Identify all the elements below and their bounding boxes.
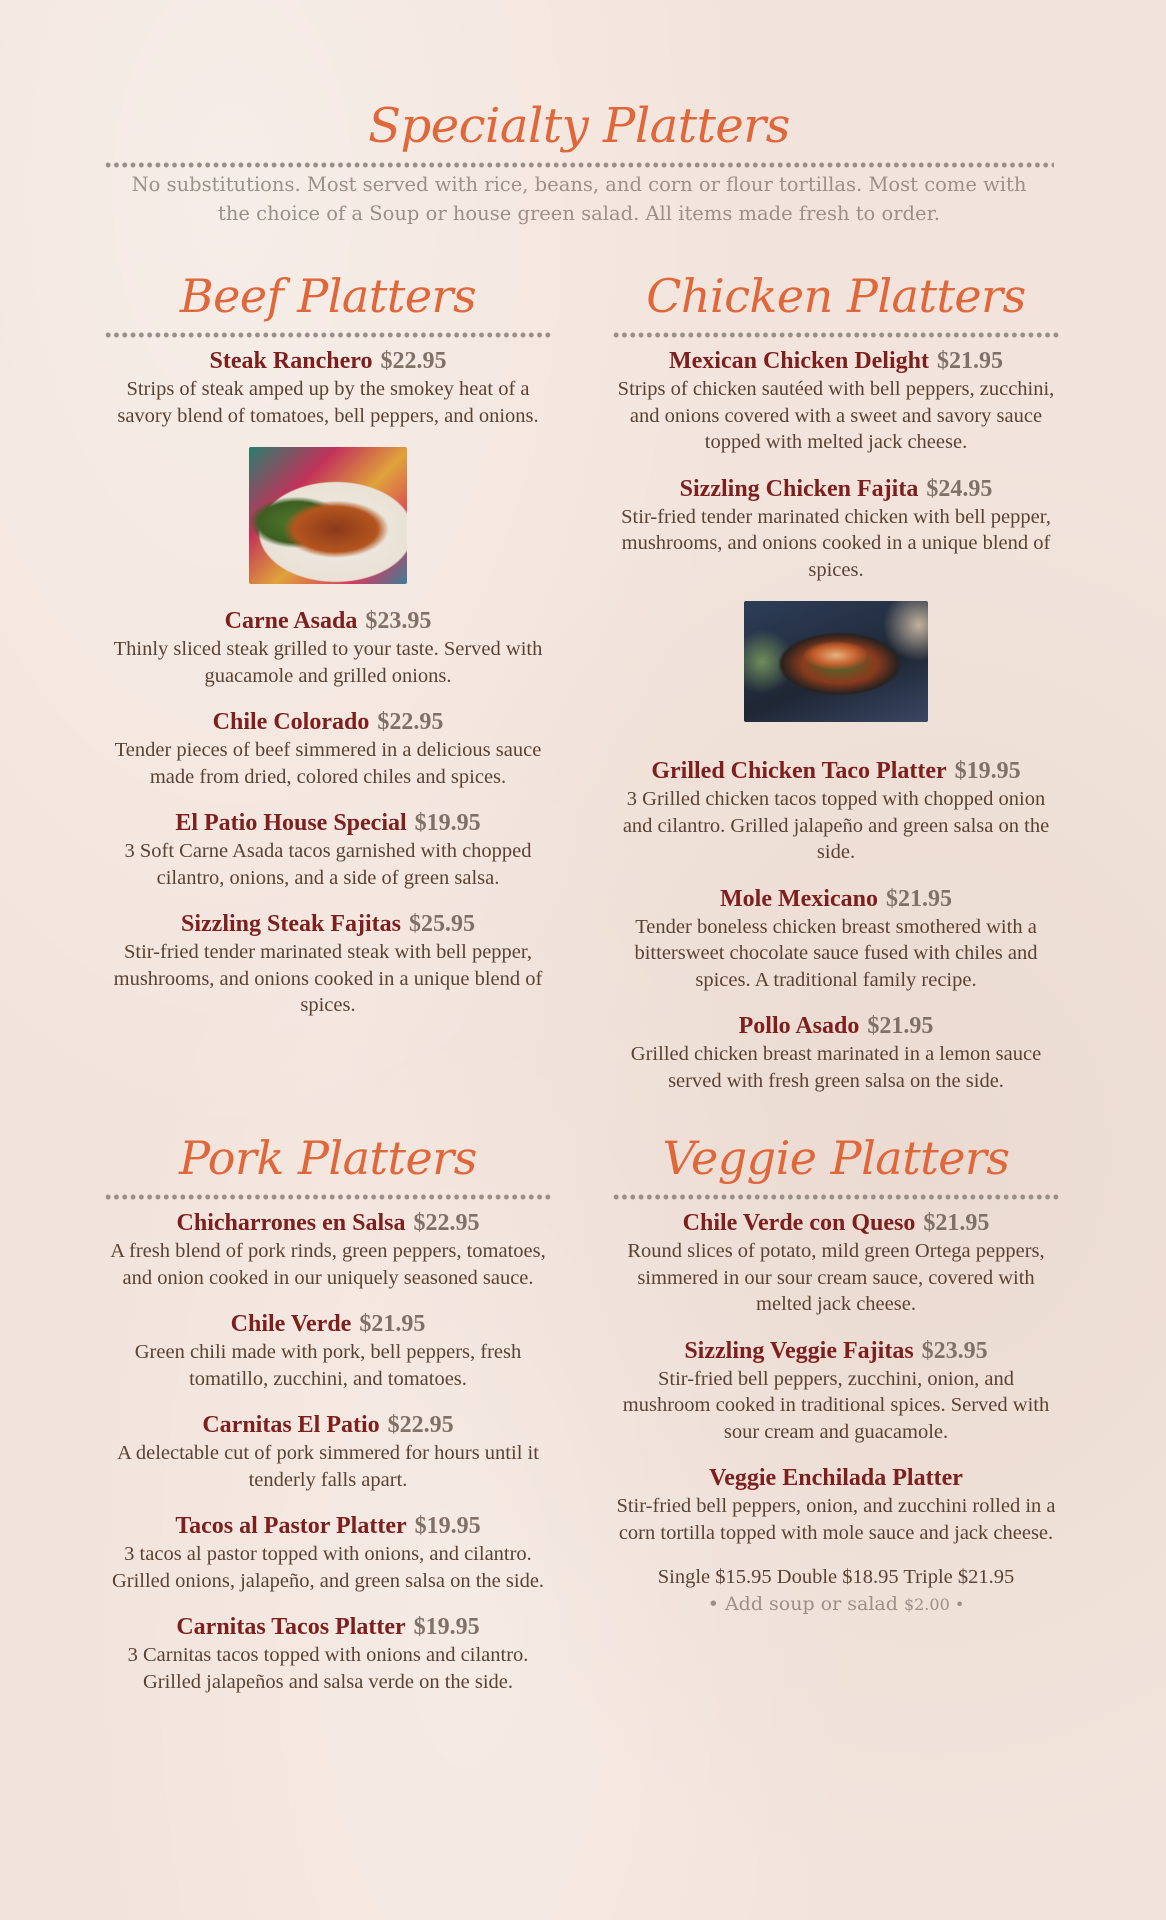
item-price: $23.95 <box>365 608 432 634</box>
item-price: $19.95 <box>414 810 481 836</box>
menu-item <box>612 474 1060 584</box>
item-name: Veggie Enchilada Platter <box>709 1465 963 1491</box>
item-name: Grilled Chicken Taco Platter <box>651 758 947 784</box>
pork-section-title: Pork Platters <box>179 1131 477 1185</box>
addon-text: • Add soup or salad <box>707 1593 898 1615</box>
page-title: Specialty Platters <box>368 98 790 154</box>
menu-item <box>612 1011 1060 1094</box>
item-price: $19.95 <box>414 1513 481 1539</box>
beef-section <box>104 262 552 1037</box>
item-name: Pollo Asado <box>738 1013 860 1039</box>
menu-item <box>104 808 552 891</box>
item-description: 3 tacos al pastor topped with onions, and cilantro. Grilled onions, jalapeño, and green salsa on the side. <box>111 1543 545 1592</box>
beef-divider <box>104 332 552 338</box>
addon-price: $2.00 • <box>903 1595 965 1614</box>
menu-item <box>612 346 1060 456</box>
item-description: Tender boneless chicken breast smothered with a bittersweet chocolate sauce fused with chiles and spices. A traditional family recipe. <box>634 915 1038 991</box>
chicken-section-title: Chicken Platters <box>646 269 1026 323</box>
menu-item <box>612 1463 1060 1546</box>
item-name: Mexican Chicken Delight <box>669 348 929 374</box>
veggie-section <box>612 1124 1060 1618</box>
beef-section-title: Beef Platters <box>179 269 477 323</box>
item-description: A fresh blend of pork rinds, green peppers, tomatoes, and onion cooked in our uniquely seasoned sauce. <box>110 1240 546 1289</box>
item-description: 3 Grilled chicken tacos topped with chopped onion and cilantro. Grilled jalapeño and green salsa on the side. <box>622 788 1050 863</box>
item-name: Chile Verde <box>230 1311 352 1337</box>
menu-item <box>612 1336 1060 1446</box>
item-description: Stir-fried bell peppers, zucchini, onion, and mushroom cooked in traditional spices. Served with sour cream and guacamole. <box>622 1367 1050 1443</box>
item-description: Grilled chicken breast marinated in a lemon sauce served with fresh green salsa on the side. <box>630 1043 1042 1092</box>
item-price: $22.95 <box>413 1210 480 1236</box>
item-name: Carnitas Tacos Platter <box>176 1614 406 1640</box>
item-price: $19.95 <box>954 758 1021 784</box>
item-price: $25.95 <box>409 911 475 937</box>
item-price: $22.95 <box>387 1412 454 1438</box>
pork-section <box>104 1124 552 1713</box>
pork-divider <box>104 1194 552 1200</box>
item-description: Round slices of potato, mild green Ortega peppers, simmered in our sour cream sauce, covered with melted jack cheese. <box>627 1240 1045 1315</box>
menu-item <box>612 884 1060 994</box>
chicken-fajita-photo <box>744 601 928 722</box>
chicken-divider <box>612 332 1060 338</box>
menu-item <box>104 909 552 1019</box>
intro-text: No substitutions. Most served with rice, beans, and corn or flour tortillas. Most come with the choice of a Soup or house green salad. All items made fresh to order. <box>131 173 1027 225</box>
item-description: Strips of chicken sautéed with bell peppers, zucchini, and onions covered with a sweet and savory sauce topped with melted jack cheese. <box>617 378 1055 453</box>
item-description: Green chili made with pork, bell peppers, fresh tomatillo, zucchini, and tomatoes. <box>134 1341 522 1390</box>
enchilada-size-prices: Single $15.95 Double $18.95 Triple $21.95 <box>657 1566 1015 1588</box>
title-divider <box>104 162 1054 168</box>
item-name: Mole Mexicano <box>720 885 878 912</box>
veggie-divider <box>612 1194 1060 1200</box>
chicken-section <box>612 262 1060 1112</box>
menu-item <box>104 606 552 689</box>
item-name: El Patio House Special <box>175 810 407 836</box>
item-description: Thinly sliced steak grilled to your taste. Served with guacamole and grilled onions. <box>113 638 543 687</box>
menu-item <box>612 756 1060 866</box>
item-name: Steak Ranchero <box>209 348 373 374</box>
menu-item <box>104 1208 552 1291</box>
item-description: Stir-fried bell peppers, onion, and zucchini rolled in a corn tortilla topped with mole sauce and jack cheese. <box>616 1495 1056 1544</box>
item-description: Stir-fried tender marinated chicken with bell pepper, mushrooms, and onions cooked in a unique blend of spices. <box>621 505 1051 581</box>
menu-item <box>612 1208 1060 1318</box>
item-description: 3 Carnitas tacos topped with onions and cilantro. Grilled jalapeños and salsa verde on the side. <box>127 1644 529 1693</box>
item-name: Tacos al Pastor Platter <box>175 1513 407 1539</box>
item-price: $22.95 <box>380 348 447 374</box>
item-price: $21.95 <box>936 348 1003 374</box>
item-price: $19.95 <box>413 1614 480 1640</box>
item-price: $21.95 <box>885 885 952 912</box>
item-name: Sizzling Veggie Fajitas <box>684 1337 914 1364</box>
item-name: Chicharrones en Salsa <box>176 1210 406 1236</box>
item-price: $21.95 <box>867 1013 934 1039</box>
menu-item <box>104 1612 552 1695</box>
item-price: $23.95 <box>921 1337 988 1364</box>
item-description: Stir-fried tender marinated steak with bell pepper, mushrooms, and onions cooked in a unique blend of spices. <box>113 941 543 1016</box>
steak-ranchero-photo <box>249 447 407 584</box>
veggie-section-title: Veggie Platters <box>662 1131 1010 1185</box>
item-name: Sizzling Chicken Fajita <box>679 475 919 502</box>
item-price: $21.95 <box>923 1210 990 1236</box>
menu-item <box>104 1309 552 1392</box>
menu-item <box>104 1511 552 1594</box>
item-price: $24.95 <box>926 475 993 502</box>
menu-item <box>104 346 552 429</box>
item-name: Carnitas El Patio <box>202 1412 380 1438</box>
item-price: $22.95 <box>377 709 444 735</box>
menu-item <box>104 707 552 790</box>
menu-header <box>104 90 1054 228</box>
menu-item <box>104 1410 552 1493</box>
item-description: Strips of steak amped up by the smokey heat of a savory blend of tomatoes, bell peppers, and onions. <box>117 378 539 427</box>
addon-note <box>612 1591 1060 1618</box>
item-description: A delectable cut of pork simmered for hours until it tenderly falls apart. <box>117 1442 539 1491</box>
item-name: Sizzling Steak Fajitas <box>181 911 401 937</box>
item-name: Chile Colorado <box>212 709 370 735</box>
item-name: Carne Asada <box>224 608 358 634</box>
item-description: Tender pieces of beef simmered in a delicious sauce made from dried, colored chiles and spices. <box>114 739 542 788</box>
item-name: Chile Verde con Queso <box>682 1210 916 1236</box>
item-description: 3 Soft Carne Asada tacos garnished with chopped cilantro, onions, and a side of green salsa. <box>124 840 532 889</box>
item-price: $21.95 <box>359 1311 426 1337</box>
